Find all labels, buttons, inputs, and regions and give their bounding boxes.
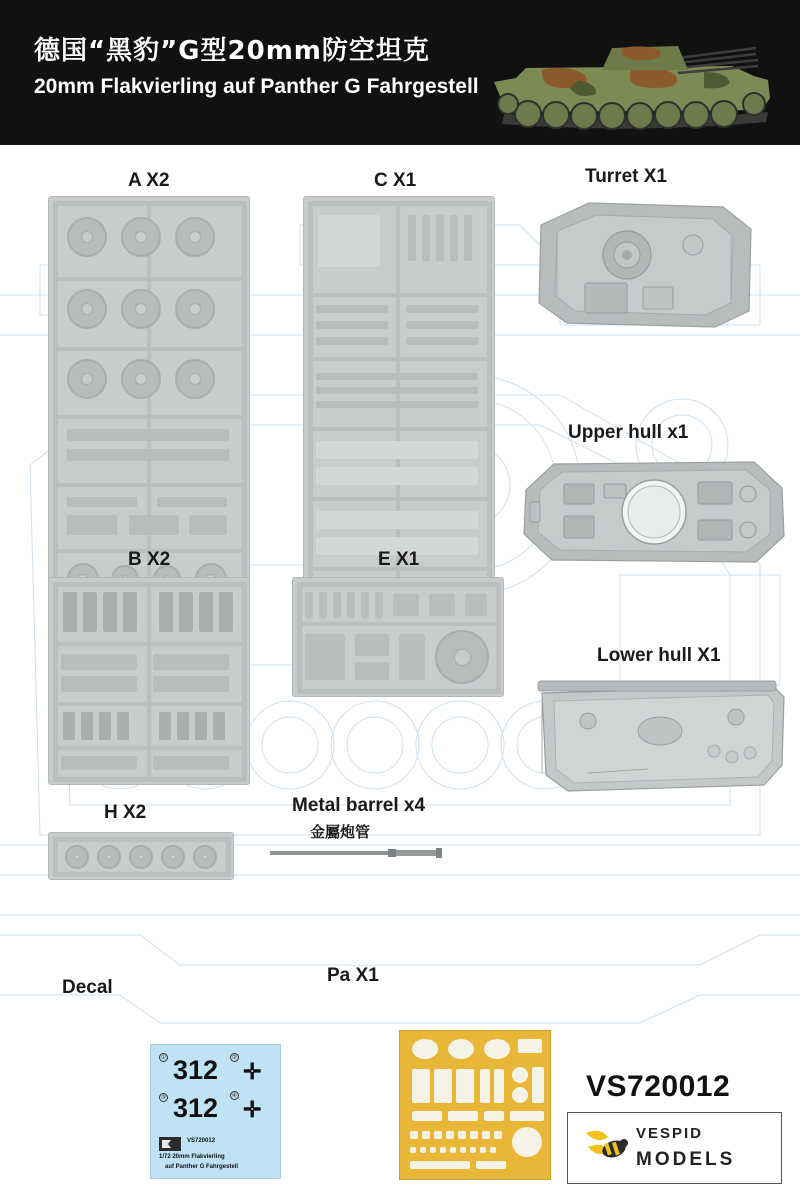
decal-cross-2: ✛ [243,1097,262,1122]
turret-label: Turret X1 [585,166,668,187]
header-banner [0,0,800,145]
sprue-c [303,196,495,638]
pe-label: Pa X1 [327,965,379,986]
decal-mark-3: ③ [160,1095,167,1101]
lower-hull-label: Lower hull X1 [597,645,721,666]
decal-caption-line1: 1/72 20mm Flakvierling [159,1154,225,1160]
sprue-e-label: E X1 [378,549,420,570]
sprue-b-label: B X2 [128,549,171,570]
page-title-en: 20mm Flakvierling auf Panther G Fahrgestell [34,75,479,98]
brand-name: VESPID [636,1125,704,1142]
tank-artwork [482,18,782,138]
sprue-b [48,577,250,785]
upper-hull-label: Upper hull x1 [568,422,689,443]
decal-cross-1: ✛ [243,1059,262,1084]
brand-logo-box [567,1112,782,1184]
decal-mark-2: ② [231,1055,238,1061]
wasp-logo-icon [578,1123,630,1175]
decal-number-2: 312 [173,1093,219,1123]
decal-sheet [150,1044,281,1179]
decal-caption-line2: auf Panther G Fahrgestell [165,1164,239,1170]
blueprint-background [0,145,800,1170]
sprue-a-label: A X2 [128,170,170,191]
decal-mark-1: ① [160,1055,167,1061]
page-title-cn: 德国“黑豹”G型20mm防空坦克 [34,36,430,66]
decal-label: Decal [62,977,113,998]
sprue-h [48,832,234,880]
metal-barrel-label-cn: 金屬炮管 [310,823,371,841]
turret-part [527,195,771,335]
kit-code: VS720012 [586,1070,731,1103]
sprue-c-label: C X1 [374,170,417,191]
decal-flag-mark [159,1137,181,1151]
pe-fret [399,1030,551,1180]
sprue-h-label: H X2 [104,802,147,823]
upper-hull-part [518,450,790,575]
lower-hull-part [528,673,792,807]
metal-barrel-part [270,845,450,863]
sprue-e [292,577,504,697]
metal-barrel-label-en: Metal barrel x4 [292,795,426,816]
decal-caption-code: VS720012 [187,1138,216,1144]
brand-subname: MODELS [636,1149,736,1170]
decal-mark-4: ④ [231,1093,238,1099]
decal-number-1: 312 [173,1055,219,1085]
sprue-a [48,196,250,638]
